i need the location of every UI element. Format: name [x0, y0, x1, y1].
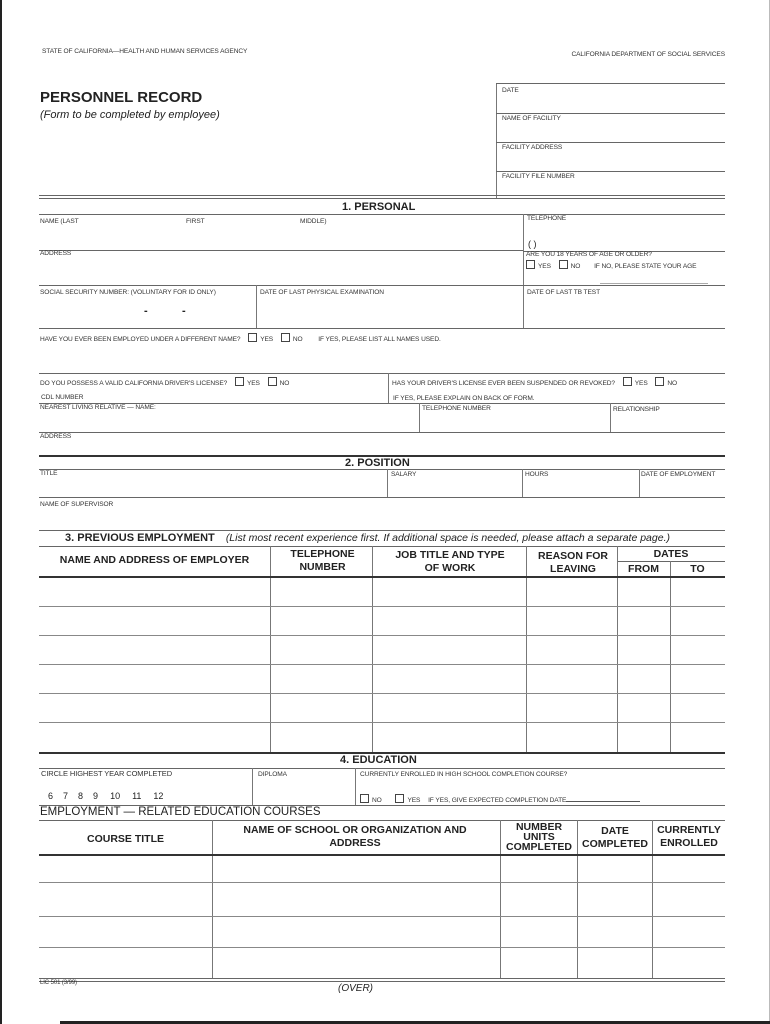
column-header-employer: NAME AND ADDRESS OF EMPLOYER — [59, 554, 250, 566]
phone-area-code: ( ) — [528, 239, 537, 249]
no-label: NO — [667, 380, 678, 387]
title-field[interactable]: TITLE — [40, 470, 58, 477]
divider — [252, 768, 253, 805]
table-row[interactable] — [39, 948, 725, 977]
divider — [39, 285, 725, 286]
divider — [39, 432, 725, 433]
tb-test-field[interactable]: DATE OF LAST TB TEST — [527, 289, 600, 296]
divider — [387, 469, 388, 497]
relative-name-field[interactable]: NEAREST LIVING RELATIVE — NAME: — [40, 404, 156, 411]
form-number: LIC 501 (3/99) — [40, 980, 77, 986]
column-header-currently-enrolled: CURRENTLY ENROLLED — [657, 824, 721, 849]
divider — [523, 214, 524, 328]
column-header-course-title: COURSE TITLE — [86, 833, 164, 845]
courses-heading: EMPLOYMENT — RELATED EDUCATION COURSES — [40, 806, 321, 818]
different-name-note: IF YES, PLEASE LIST ALL NAMES USED. — [318, 336, 441, 343]
table-row[interactable] — [39, 917, 725, 948]
ssn-field[interactable]: SOCIAL SECURITY NUMBER: (VOLUNTARY FOR ID ONLY) — [40, 289, 216, 296]
over-label: (OVER) — [338, 983, 373, 994]
age-input-line[interactable] — [600, 283, 708, 284]
agency-label: STATE OF CALIFORNIA—HEALTH AND HUMAN SERVICES AGENCY — [42, 48, 248, 55]
table-row[interactable] — [39, 694, 725, 723]
name-middle-label: MIDDLE) — [300, 218, 327, 225]
age-if-no-label: IF NO, PLEASE STATE YOUR AGE — [594, 263, 697, 270]
yes-label: YES — [407, 797, 421, 804]
no-label: NO — [292, 336, 303, 343]
enrolled-yes-checkbox[interactable] — [395, 794, 404, 803]
ssn-dash: - — [144, 305, 148, 317]
page-subtitle: (Form to be completed by employee) — [40, 109, 220, 121]
year-option[interactable]: 8 — [78, 791, 84, 801]
year-option[interactable]: 6 — [48, 791, 54, 801]
table-row[interactable] — [39, 883, 725, 917]
divider — [639, 469, 640, 497]
divider — [496, 171, 725, 172]
column-header-job-title: JOB TITLE AND TYPE OF WORK — [395, 549, 505, 574]
divider — [39, 530, 725, 531]
year-option[interactable]: 7 — [63, 791, 69, 801]
hours-field[interactable]: HOURS — [525, 471, 549, 478]
ssn-dash: - — [182, 305, 186, 317]
age-yes-checkbox[interactable] — [526, 260, 535, 269]
table-row[interactable] — [39, 723, 725, 751]
suspended-no-checkbox[interactable] — [655, 377, 664, 386]
divider — [39, 981, 725, 982]
divider — [256, 285, 257, 328]
column-header-from: FROM — [628, 563, 659, 575]
year-option[interactable]: 12 — [153, 791, 164, 801]
relative-address-field[interactable]: ADDRESS — [40, 433, 72, 440]
divider — [39, 978, 725, 979]
divider — [39, 198, 725, 199]
year-option[interactable]: 10 — [110, 791, 121, 801]
age-no-checkbox[interactable] — [559, 260, 568, 269]
divider — [39, 373, 725, 374]
age-question: ARE YOU 18 YEARS OF AGE OR OLDER? — [526, 251, 652, 258]
divider — [39, 546, 725, 547]
year-option[interactable]: 9 — [93, 791, 99, 801]
no-label: NO — [570, 263, 581, 270]
divider — [388, 373, 389, 404]
address-field[interactable]: ADDRESS — [40, 250, 72, 257]
column-header-to: TO — [690, 563, 705, 575]
different-name-yes-checkbox[interactable] — [248, 333, 257, 342]
page-title: PERSONNEL RECORD — [40, 89, 203, 106]
section-heading-personal: 1. PERSONAL — [342, 201, 416, 213]
divider — [496, 113, 725, 114]
completion-date-label: IF YES, GIVE EXPECTED COMPLETION DATE — [428, 797, 567, 804]
facility-address-field[interactable]: FACILITY ADDRESS — [502, 144, 563, 151]
table-row[interactable] — [39, 636, 725, 665]
diploma-field[interactable]: DIPLOMA — [258, 771, 287, 778]
divider — [39, 820, 725, 821]
physical-exam-field[interactable]: DATE OF LAST PHYSICAL EXAMINATION — [260, 289, 384, 296]
divider — [496, 83, 497, 198]
table-row[interactable] — [39, 607, 725, 636]
relationship-field[interactable]: RELATIONSHIP — [613, 406, 660, 413]
divider — [496, 142, 725, 143]
facility-name-field[interactable]: NAME OF FACILITY — [502, 115, 561, 122]
different-name-no-checkbox[interactable] — [281, 333, 290, 342]
divider — [617, 561, 725, 562]
date-field[interactable]: DATE — [502, 87, 519, 94]
facility-file-number-field[interactable]: FACILITY FILE NUMBER — [502, 173, 575, 180]
divider — [419, 403, 420, 432]
previous-employment-note: (List most recent experience first. If additional space is needed, please attach a separate page.) — [225, 532, 670, 544]
no-label: NO — [372, 797, 382, 804]
supervisor-field[interactable]: NAME OF SUPERVISOR — [40, 501, 114, 508]
yes-label: YES — [538, 263, 551, 270]
enrolled-question: CURRENTLY ENROLLED IN HIGH SCHOOL COMPLETION COURSE? — [360, 771, 568, 778]
table-row[interactable] — [39, 578, 725, 607]
divider — [39, 214, 725, 215]
department-label: CALIFORNIA DEPARTMENT OF SOCIAL SERVICES — [571, 51, 725, 58]
section-heading-position: 2. POSITION — [345, 457, 410, 469]
salary-field[interactable]: SALARY — [391, 471, 417, 478]
yes-label: YES — [246, 380, 260, 387]
enrolled-no-checkbox[interactable] — [360, 794, 369, 803]
cdl-number-field[interactable]: CDL NUMBER — [41, 394, 84, 401]
name-last-field[interactable]: NAME (LAST — [40, 218, 79, 225]
divider — [610, 403, 611, 432]
explain-note: IF YES, PLEASE EXPLAIN ON BACK OF FORM. — [393, 395, 535, 402]
column-header-school: NAME OF SCHOOL OR ORGANIZATION AND ADDRESS — [243, 824, 467, 849]
divider — [39, 250, 523, 251]
suspended-yes-checkbox[interactable] — [623, 377, 632, 386]
divider — [39, 497, 725, 498]
column-header-units: NUMBER UNITS COMPLETED — [506, 821, 572, 853]
yes-label: YES — [260, 336, 274, 343]
suspended-question: HAS YOUR DRIVER'S LICENSE EVER BEEN SUSPENDED OR REVOKED? — [392, 380, 615, 387]
name-first-label: FIRST — [186, 218, 205, 225]
divider — [522, 469, 523, 497]
relative-phone-field[interactable]: TELEPHONE NUMBER — [422, 405, 491, 412]
license-yes-checkbox[interactable] — [235, 377, 244, 386]
divider — [39, 195, 725, 196]
completion-date-input[interactable] — [566, 801, 640, 802]
date-of-employment-field[interactable]: DATE OF EMPLOYMENT — [641, 471, 716, 478]
divider — [39, 328, 725, 329]
divider — [496, 83, 725, 84]
year-option[interactable]: 11 — [132, 791, 142, 801]
different-name-question: HAVE YOU EVER BEEN EMPLOYED UNDER A DIFFERENT NAME? — [40, 336, 241, 343]
no-label: NO — [279, 380, 290, 387]
scan-edge — [0, 0, 2, 1024]
column-header-telephone: TELEPHONE NUMBER — [290, 548, 355, 573]
section-heading-education: 4. EDUCATION — [340, 754, 417, 766]
circle-year-label: CIRCLE HIGHEST YEAR COMPLETED — [41, 769, 173, 778]
yes-label: YES — [634, 380, 648, 387]
telephone-field[interactable]: TELEPHONE — [527, 215, 567, 222]
column-header-date-completed: DATE COMPLETED — [582, 825, 648, 850]
table-row[interactable] — [39, 665, 725, 694]
section-heading-previous-employment: 3. PREVIOUS EMPLOYMENT — [65, 532, 215, 544]
column-header-reason: REASON FOR LEAVING — [537, 550, 608, 575]
table-row[interactable] — [39, 856, 725, 883]
license-no-checkbox[interactable] — [268, 377, 277, 386]
divider — [39, 469, 725, 470]
column-header-dates: DATES — [653, 548, 689, 560]
license-question: DO YOU POSSESS A VALID CALIFORNIA DRIVER'S LICENSE? — [40, 380, 228, 387]
